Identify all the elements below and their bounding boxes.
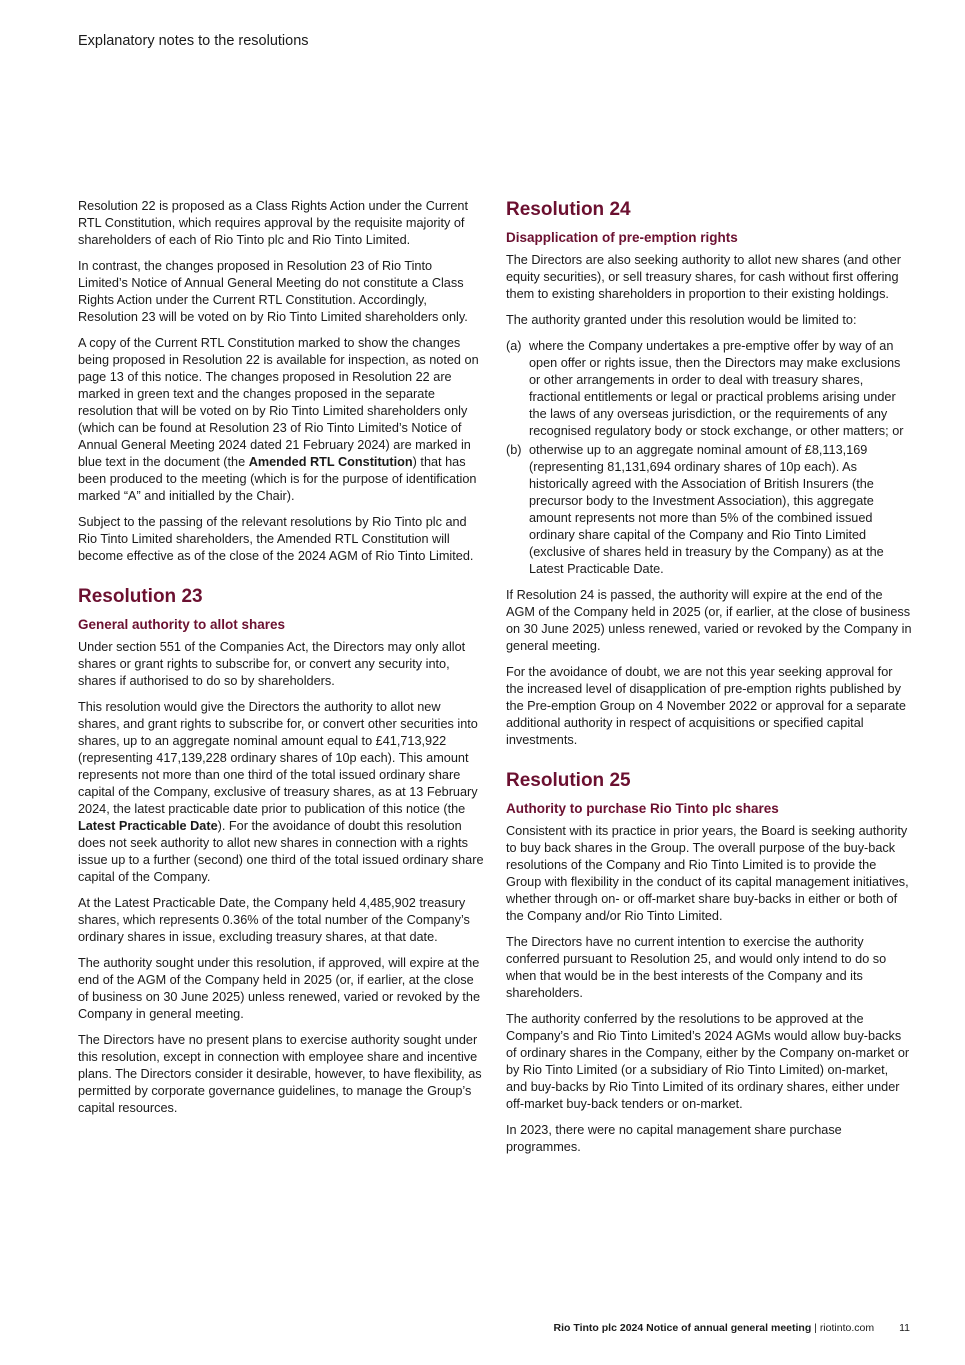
defined-term-latest-practicable-date: Latest Practicable Date [78, 819, 218, 833]
res24-paragraph-3: If Resolution 24 is passed, the authority will expire at the end of the AGM of the Company held in 2025 (or, if earlier, at the close of business on 30 June 2025) unless renewed, varied or revoked by the Company in general meeting. [506, 588, 912, 653]
res24-paragraph-4: For the avoidance of doubt, we are not this year seeking approval for the increased level of disapplication of pre-emption rights published by the Pre-emption Group on 4 November 2022 or approval for a separate additional authority in respect of acquisitions or specified capital investments. [506, 665, 906, 747]
res23-paragraph-5: The Directors have no present plans to exercise authority sought under this resolution, except in connection with employee share and incentive plans. The Directors consider it desirable, however, to have flexibility, as permitted by corporate governance guidelines, to manage the Group’s capital resources. [78, 1033, 482, 1115]
res23-p2-text-b: ). For the avoidance of doubt this resolution does not seek authority to allot new shares in connection with a rights issue up to a further (second) one third of the total issued ordinary share capital of the Company. [78, 819, 484, 884]
list-item [506, 442, 912, 578]
resolution-23-heading: Resolution 23 [78, 586, 203, 607]
footer-separator: | [811, 1322, 820, 1334]
defined-term-amended-rtl-constitution: Amended RTL Constitution [248, 455, 413, 469]
res25-paragraph-2: The Directors have no current intention to exercise the authority conferred pursuant to Resolution 25, and would only intend to do so when that would be in the best interests of the Company and its shareholders. [506, 935, 887, 1000]
intro-paragraph-3 [78, 335, 484, 505]
right-column [506, 198, 912, 1165]
intro-paragraph-1: Resolution 22 is proposed as a Class Rights Action under the Current RTL Constitution, which requires approval by the requisite majority of shareholders of each of Rio Tinto plc and Rio Tinto Limited. [78, 199, 469, 247]
res23-paragraph-1: Under section 551 of the Companies Act, the Directors may only allot shares or grant rights to subscribe for, or convert any security into, shares if authorised to do so by shareholders. [78, 640, 466, 688]
res24-paragraph-2: The authority granted under this resolution would be limited to: [506, 313, 857, 327]
intro-p3-text-a: A copy of the Current RTL Constitution marked to show the changes being proposed in Resolution 22 is available for inspection, as noted on page 13 of this notice. The changes proposed in Resolution 22 are marked in green text and the changes proposed in the separate resolution that will be voted on by Rio Tinto Limited shareholders only (which can be found at Resolution 23 of Rio Tinto Limited’s Notice of Annual General Meeting 2024 dated 21 February 2024) are marked in blue text in the document (the [78, 336, 479, 469]
list-item-text: where the Company undertakes a pre-emptive offer by way of an open offer or rights issue, then the Directors may make exclusions or other arrangements in order to deal with treasury shares, fractional entitlements or legal or practical problems arising under the laws of any overseas jurisdiction, or the requirements of any recognised regulatory body or stock exchange, or other matters; or [529, 339, 904, 438]
res23-paragraph-4: The authority sought under this resolution, if approved, will expire at the end of the AGM of the Company held in 2025 (or, if earlier, at the close of business on 30 June 2025) unless renewed, varied or revoked by the Company in general meeting. [78, 956, 481, 1021]
intro-paragraph-4: Subject to the passing of the relevant resolutions by Rio Tinto plc and Rio Tinto Limited shareholders, the Amended RTL Constitution will become effective as of the close of the 2024 AGM of Rio Tinto Limited. [78, 515, 474, 563]
page-footer [0, 1322, 910, 1334]
resolution-24-heading: Resolution 24 [506, 199, 631, 220]
list-marker: (b) [506, 443, 522, 457]
footer-publication-title: Rio Tinto plc 2024 Notice of annual general meeting [553, 1322, 812, 1334]
resolution-24-subheading: Disapplication of pre-emption rights [506, 230, 738, 245]
res25-paragraph-1: Consistent with its practice in prior years, the Board is seeking authority to buy back shares in the Group. The overall purpose of the buy-back resolutions of the Company and Rio Tinto Limited is to provide the Group with flexibility in the conduct of its capital management initiatives, whether through on- or off-market share buy-backs in either or both of the Company and/or Rio Tinto Limited. [506, 824, 909, 923]
running-header: Explanatory notes to the resolutions [78, 33, 309, 49]
page-number: 11 [899, 1322, 910, 1334]
res25-paragraph-4: In 2023, there were no capital management share purchase programmes. [506, 1123, 842, 1154]
resolution-25-heading: Resolution 25 [506, 770, 631, 791]
res23-paragraph-2 [78, 699, 484, 886]
list-item-text: otherwise up to an aggregate nominal amount of £8,113,169 (representing 81,131,694 ordinary shares of 10p each). As historically agreed with the Association of British Insurers (the precursor body to the Investment Association), this aggregate amount represents not more than 5% of the combined issued ordinary share capital of the Company and Rio Tinto Limited (exclusive of shares held in treasury by the Company) as at the Latest Practicable Date. [529, 443, 884, 576]
res23-p2-text-a: This resolution would give the Directors the authority to allot new shares, and grant rights to subscribe for, or convert other securities into shares, up to an aggregate nominal amount equal to £41,713,922 (representing 417,139,228 ordinary shares of 10p each). This amount represents not more than one third of the total issued ordinary share capital of the Company, exclusive of treasury shares, as at 13 February 2024, the latest practicable date prior to publication of this notice (the [78, 700, 478, 816]
res25-paragraph-3: The authority conferred by the resolutions to be approved at the Company’s and Rio Tinto Limited’s 2024 AGMs would allow buy-backs of ordinary shares in the Company, either by the Company on-market or by Rio Tinto Limited (or a subsidiary of Rio Tinto Limited) on-market, and buy-backs by Rio Tinto Limited of its ordinary shares, either under off-market buy-back tenders or on-market. [506, 1012, 910, 1111]
list-marker: (a) [506, 339, 522, 353]
resolution-23-subheading: General authority to allot shares [78, 617, 286, 632]
intro-paragraph-2: In contrast, the changes proposed in Resolution 23 of Rio Tinto Limited’s Notice of Annual General Meeting do not constitute a Class Rights Action under the Current RTL Constitution. Accordingly, Resolution 23 will be voted on by Rio Tinto Limited shareholders only. [78, 259, 468, 324]
list-item [506, 338, 912, 440]
res24-limits-list [506, 338, 912, 578]
footer-website-link[interactable]: riotinto.com [819, 1322, 875, 1334]
intro-p3-text-b: ) that has been produced to the meeting (which is for the purpose of identification marked “A” and initialled by the Chair). [78, 455, 477, 503]
res24-paragraph-1: The Directors are also seeking authority to allot new shares (and other equity securities), or sell treasury shares, for cash without first offering them to existing shareholders in proportion to their existing holdings. [506, 253, 901, 301]
left-column [78, 198, 484, 1126]
res23-paragraph-3: At the Latest Practicable Date, the Company held 4,485,902 treasury shares, which represents 0.36% of the total number of the Company’s ordinary shares in issue, excluding treasury shares, at that date. [78, 896, 470, 944]
resolution-25-subheading: Authority to purchase Rio Tinto plc shares [506, 801, 779, 816]
